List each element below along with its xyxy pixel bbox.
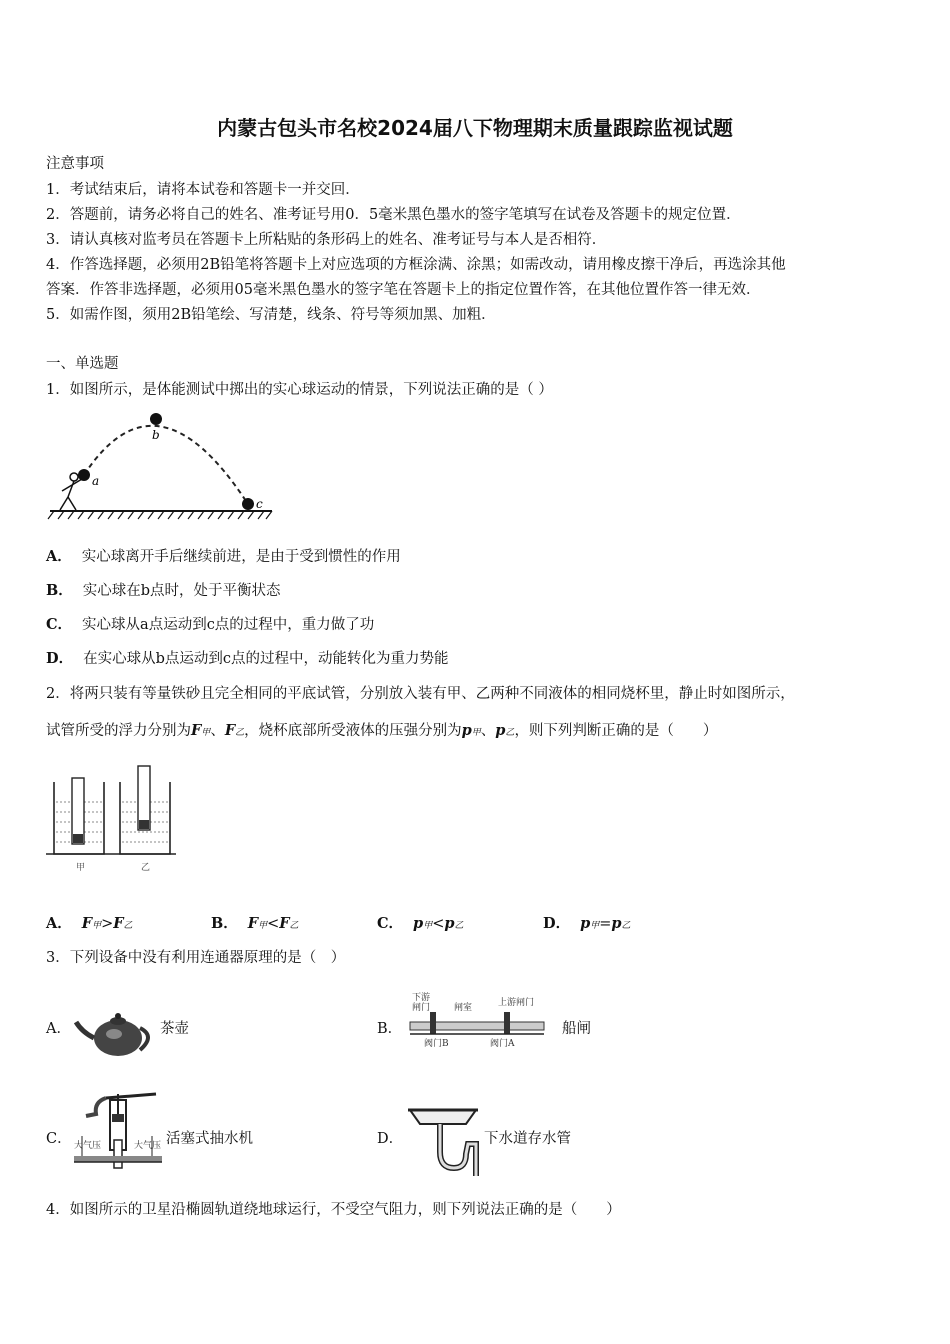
- option-key: A．: [46, 915, 72, 932]
- sub-yi: 乙: [621, 921, 631, 931]
- q2-option-d[interactable]: [543, 912, 631, 933]
- piston-pump-image: [72, 1090, 164, 1176]
- var-p: p: [495, 722, 506, 739]
- sub-jia: 甲: [471, 728, 481, 738]
- q3-option-b-key[interactable]: B．: [377, 1021, 403, 1037]
- option-text: 实心球从a点运动到c点的过程中，重力做了功: [82, 617, 375, 633]
- notice-item: 答案．作答非选择题，必须用05毫米黑色墨水的签字笔在答题卡上的指定位置作答，在其他位置作答一律无效．: [46, 282, 761, 298]
- option-text: 实心球离开手后继续前进，是由于受到惯性的作用: [81, 549, 401, 565]
- var-p: p: [461, 722, 472, 739]
- var: F: [81, 915, 93, 932]
- label-a: a: [92, 474, 100, 488]
- relation: <: [432, 916, 445, 932]
- page-title: 内蒙古包头市名校2024届八下物理期末质量跟踪监视试题: [217, 116, 733, 140]
- lock-label: 下游: [412, 993, 431, 1003]
- sub-yi: 乙: [289, 921, 299, 931]
- lock-label: 上游闸门: [498, 998, 535, 1008]
- q3-option-b[interactable]: 船闸: [562, 1021, 591, 1037]
- q3-option-a[interactable]: 茶壶: [160, 1021, 189, 1037]
- pump-label: 大气压: [134, 1141, 162, 1151]
- option-key: B．: [211, 915, 238, 932]
- q2-option-a[interactable]: [46, 912, 133, 933]
- var: p: [413, 915, 424, 932]
- label-jia: 甲: [76, 863, 86, 873]
- sub-jia: 甲: [590, 921, 600, 931]
- var: p: [611, 915, 622, 932]
- q1-option-c[interactable]: [46, 613, 374, 634]
- var-F: F: [191, 722, 202, 739]
- option-key: C．: [46, 616, 73, 633]
- q1-option-b[interactable]: [46, 579, 281, 600]
- option-key: A．: [46, 548, 72, 565]
- lock-label: 闸门: [412, 1003, 431, 1013]
- q2-option-b[interactable]: [211, 912, 299, 933]
- ball-b: [150, 413, 162, 425]
- notice-item: 5．如需作图，须用2B铅笔绘、写清楚，线条、符号等须加黑、加粗．: [46, 307, 496, 323]
- q2-figure: [46, 762, 176, 880]
- q2-stem-line1: 2．将两只装有等量铁砂且完全相同的平底试管，分别放入装有甲、乙两种不同液体的相同烧杯里，静止时如图所示，: [46, 686, 795, 702]
- ball-c: [242, 498, 254, 510]
- sub-yi: 乙: [123, 921, 133, 931]
- option-key: B．: [46, 582, 73, 599]
- notice-item: 4．作答选择题，必须用2B铅笔将答题卡上对应选项的方框涂满、涂黑；如需改动，请用橡皮擦干净后，再选涂其他: [46, 257, 786, 273]
- q1-figure: [46, 405, 276, 523]
- q3-option-a-key[interactable]: A．: [46, 1021, 71, 1037]
- var: F: [113, 915, 124, 932]
- option-text: 实心球在b点时，处于平衡状态: [82, 583, 281, 599]
- q2-stem-line2: [46, 719, 717, 740]
- q2-option-c[interactable]: [377, 912, 464, 933]
- var: p: [580, 915, 591, 932]
- lock-label: 阀门B: [424, 1039, 449, 1049]
- sub-yi: 乙: [235, 728, 245, 738]
- section-heading: 一、单选题: [46, 356, 119, 372]
- separator: 、: [480, 723, 496, 739]
- label-b: b: [152, 428, 160, 442]
- q1-option-a[interactable]: [46, 545, 401, 566]
- notice-item: 2．答题前，请务必将自己的姓名、准考证号用0．5毫米黑色墨水的签字笔填写在试卷及答题卡的规定位置．: [46, 207, 741, 223]
- q3-option-d[interactable]: 下水道存水管: [484, 1131, 571, 1147]
- label-yi: 乙: [141, 863, 151, 873]
- sub-jia: 甲: [258, 921, 268, 931]
- q3-option-c-key[interactable]: C．: [46, 1131, 72, 1147]
- notice-heading: 注意事项: [46, 156, 104, 172]
- pump-label: 大气压: [74, 1141, 102, 1151]
- q2-stem-text: 试管所受的浮力分别为: [46, 723, 191, 739]
- option-key: D．: [46, 650, 74, 667]
- option-key: C．: [377, 915, 404, 932]
- separator: 、: [210, 723, 225, 739]
- q3-option-d-key[interactable]: D．: [377, 1131, 404, 1147]
- q3-stem: 3．下列设备中没有利用连通器原理的是（ ）: [46, 950, 346, 966]
- var: p: [444, 915, 455, 932]
- q2-stem-text: ，烧杯底部所受液体的压强分别为: [244, 723, 462, 739]
- label-c: c: [256, 497, 263, 511]
- sub-jia: 甲: [423, 921, 433, 931]
- var-F: F: [224, 722, 236, 739]
- sub-yi: 乙: [505, 728, 515, 738]
- q3-option-c[interactable]: 活塞式抽水机: [166, 1131, 253, 1147]
- ball-a: [78, 469, 90, 481]
- relation: <: [267, 916, 280, 932]
- teapot-image: [74, 1008, 158, 1060]
- q1-stem: 1．如图所示，是体能测试中掷出的实心球运动的情景，下列说法正确的是（ ）: [46, 382, 553, 398]
- q1-option-d[interactable]: [46, 647, 448, 668]
- sub-jia: 甲: [92, 921, 102, 931]
- relation: >: [101, 916, 114, 932]
- ship-lock-image: [408, 990, 546, 1052]
- q4-stem: 4．如图所示的卫星沿椭圆轨道绕地球运行，不受空气阻力，则下列说法正确的是（ ）: [46, 1202, 621, 1218]
- q2-stem-text: ，则下列判断正确的是（ ）: [514, 723, 718, 739]
- relation: =: [599, 916, 612, 932]
- lock-label: 闸室: [454, 1003, 473, 1013]
- option-text: 在实心球从b点运动到c点的过程中，动能转化为重力势能: [83, 651, 449, 667]
- notice-item: 1．考试结束后，请将本试卷和答题卡一并交回．: [46, 182, 360, 198]
- sub-jia: 甲: [201, 728, 211, 738]
- sub-yi: 乙: [454, 921, 464, 931]
- var: F: [247, 915, 259, 932]
- notice-item: 3．请认真核对监考员在答题卡上所粘贴的条形码上的姓名、准考证号与本人是否相符．: [46, 232, 607, 248]
- drain-trap-image: [406, 1104, 484, 1178]
- lock-label: 阀门A: [490, 1039, 515, 1049]
- var: F: [279, 915, 290, 932]
- option-key: D．: [543, 915, 571, 932]
